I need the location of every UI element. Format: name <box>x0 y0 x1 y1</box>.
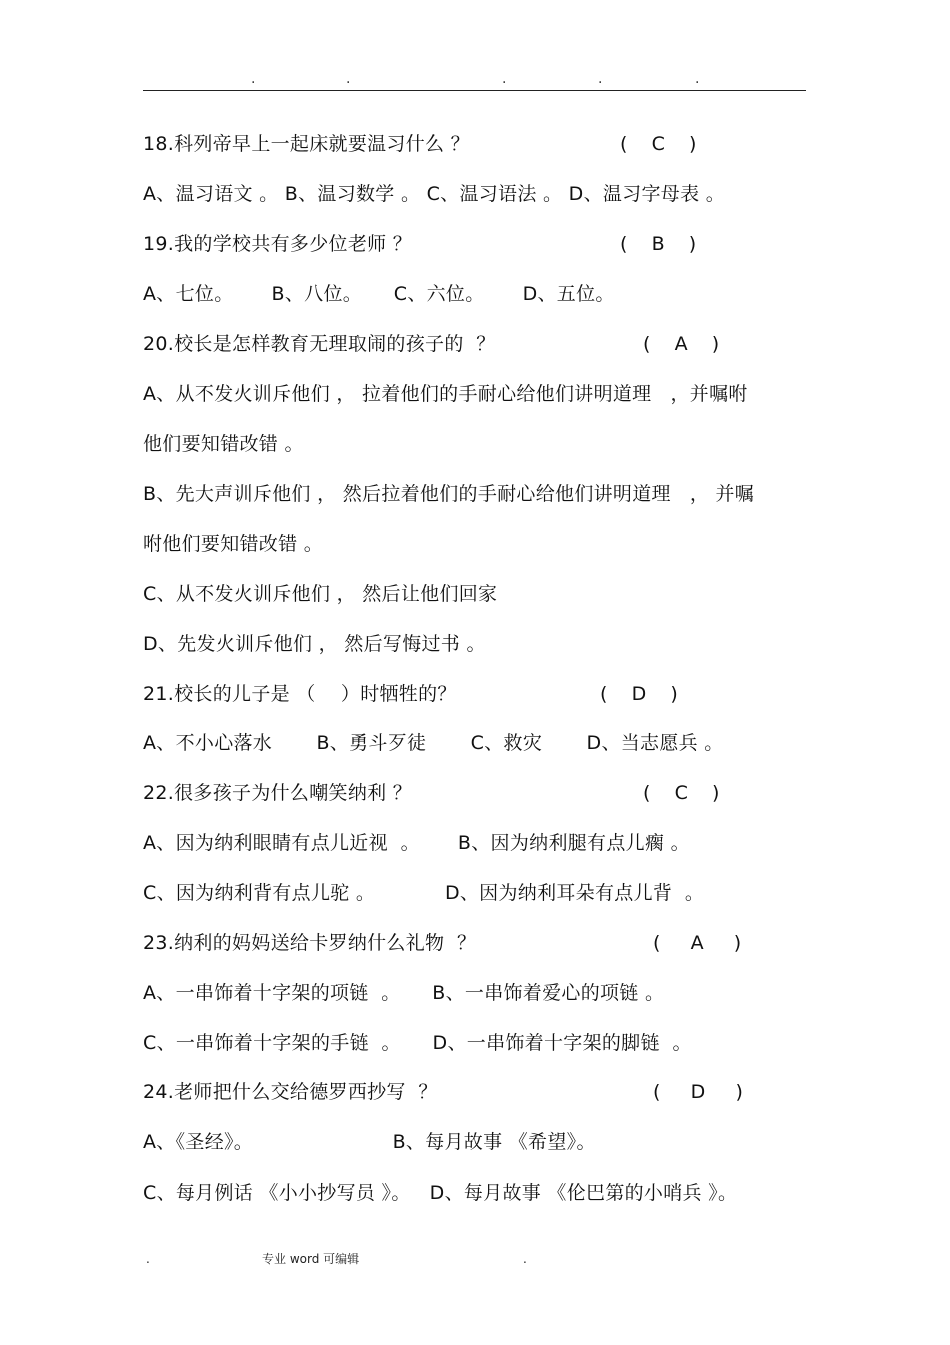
options-22-ab: A、因为纳利眼睛有点儿近视 。 B、因为纳利腿有点儿瘸 。 <box>143 832 690 854</box>
question-19: 19.我的学校共有多少位老师 ？ <box>143 233 413 255</box>
options-18: A、温习语文 。 B、温习数学 。 C、温习语法 。 D、温习字母表 。 <box>143 183 726 205</box>
option-20-d: D、先发火训斥他们 ， 然后写悔过书 。 <box>143 633 486 655</box>
header-dots <box>0 72 950 86</box>
question-23: 23.纳利的妈妈送给卡罗纳什么礼物 ？ <box>143 932 477 954</box>
answer-24: ( D ) <box>653 1081 743 1103</box>
option-20-b-cont: 咐他们要知错改错 。 <box>143 533 324 555</box>
option-20-c: C、从不发火训斥他们 ， 然后让他们回家 <box>143 583 498 605</box>
answer-23: ( A ) <box>653 932 742 954</box>
answer-20: ( A ) <box>643 333 720 355</box>
footer-label: 专业 word 可编辑 <box>262 1252 360 1266</box>
options-24-ab: A、《圣经》。 B、每月故事 《希望》。 <box>143 1131 596 1153</box>
question-18: 18.科列帝早上一起床就要温习什么 ？ <box>143 133 470 155</box>
answer-19: ( B ) <box>620 233 697 255</box>
options-24-cd: C、每月例话 《小小抄写员 》。 D、每月故事 《伦巴第的小哨兵 》。 <box>143 1182 738 1204</box>
answer-22: ( C ) <box>643 782 720 804</box>
header-dot: . <box>598 71 603 87</box>
options-22-cd: C、因为纳利背有点儿驼 。 D、因为纳利耳朵有点儿背 。 <box>143 882 705 904</box>
question-21: 21.校长的儿子是 （ ）时牺牲的？ <box>143 683 457 705</box>
question-22: 22.很多孩子为什么嘲笑纳利 ？ <box>143 782 413 804</box>
answer-21: ( D ) <box>600 683 678 705</box>
header-rule <box>143 90 806 91</box>
header-dot: . <box>502 71 507 87</box>
options-19: A、七位。 B、八位。 C、六位。 D、五位。 <box>143 283 615 305</box>
answer-18: ( C ) <box>620 133 697 155</box>
page-footer <box>0 1251 950 1267</box>
option-20-a-cont: 他们要知错改错 。 <box>143 433 304 455</box>
option-20-a: A、从不发火训斥他们 ， 拉着他们的手耐心给他们讲明道理 ，并嘱咐 <box>143 383 748 405</box>
footer-dot-right: . <box>523 1252 527 1266</box>
question-24: 24.老师把什么交给德罗西抄写 ？ <box>143 1081 438 1103</box>
question-20: 20.校长是怎样教育无理取闹的孩子的 ？ <box>143 333 496 355</box>
header-dot: . <box>251 71 256 87</box>
footer-dot-left: . <box>146 1252 150 1266</box>
header-dot: . <box>695 71 700 87</box>
header-dot: . <box>346 71 351 87</box>
options-23-ab: A、一串饰着十字架的项链 。 B、一串饰着爱心的项链 。 <box>143 982 665 1004</box>
options-23-cd: C、一串饰着十字架的手链 。 D、一串饰着十字架的脚链 。 <box>143 1032 692 1054</box>
option-20-b: B、先大声训斥他们 ， 然后拉着他们的手耐心给他们讲明道理 ， 并嘱 <box>143 483 755 505</box>
options-21: A、不小心落水 B、勇斗歹徒 C、救灾 D、当志愿兵 。 <box>143 732 724 754</box>
